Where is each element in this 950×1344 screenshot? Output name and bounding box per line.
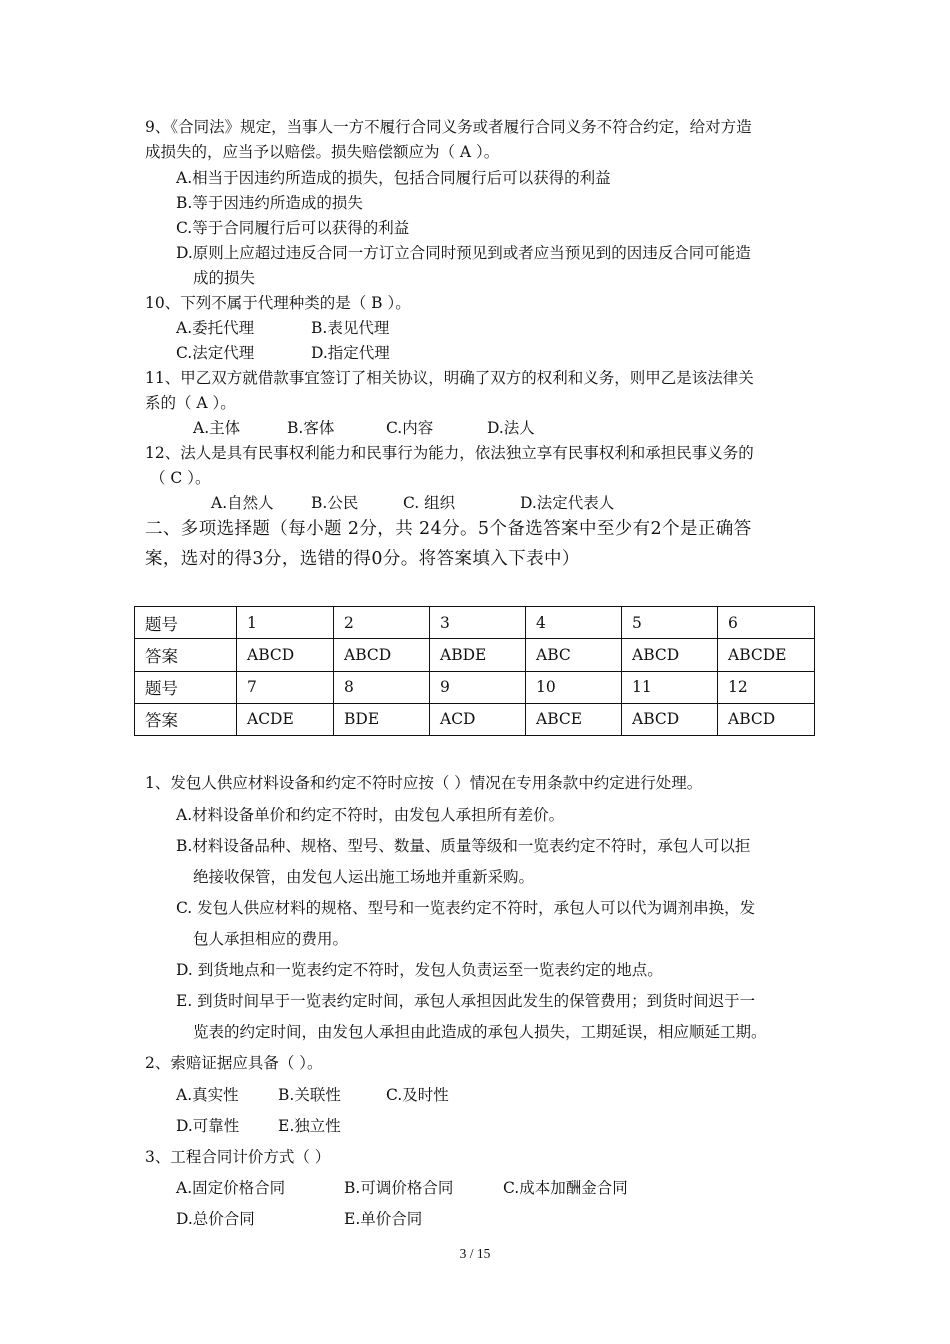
mc-question-3-option-e: E.单价合同 (344, 1210, 423, 1228)
mc-question-3-option-a: A.固定价格合同 (176, 1179, 286, 1197)
table-cell: ABC (526, 639, 622, 671)
question-9-option-d: D.原则上应超过违反合同一方订立合同时预见到或者应当预见到的因违反合同可能造 (176, 244, 751, 262)
table-cell: 12 (718, 671, 815, 703)
table-cell: 3 (430, 607, 526, 639)
mc-question-2-stem: 2、索赔证据应具备（ ）。 (145, 1054, 323, 1072)
table-cell: 9 (430, 671, 526, 703)
table-cell: ABCD (622, 703, 718, 735)
question-12-option-d: D.法定代表人 (520, 494, 615, 512)
table-cell: ABCD (718, 703, 815, 735)
mc-question-1-stem: 1、发包人供应材料设备和约定不符时应按（ ）情况在专用条款中约定进行处理。 (145, 774, 703, 792)
question-9-stem-line-2: 成损失的，应当予以赔偿。损失赔偿额应为（ A ）。 (145, 143, 500, 161)
mc-question-2-option-c: C.及时性 (386, 1086, 449, 1104)
mc-question-1-option-b: B.材料设备品种、规格、型号、数量、质量等级和一览表约定不符时，承包人可以拒 (176, 837, 751, 855)
question-11-option-b: B.客体 (287, 419, 335, 437)
mc-question-1-option-c-continued: 包人承担相应的费用。 (193, 930, 349, 948)
table-row-label: 答案 (135, 703, 237, 735)
table-cell: BDE (334, 703, 430, 735)
mc-question-1-option-e: E. 到货时间早于一览表约定时间，承包人承担因此发生的保管费用；到货时间迟于一 (176, 992, 756, 1010)
question-11-stem-line-1: 11、甲乙双方就借款事宜签订了相关协议，明确了双方的权利和义务，则甲乙是该法律关 (145, 369, 754, 387)
question-12-stem-line-2: （ C ）。 (150, 469, 211, 487)
table-cell: ABCD (334, 639, 430, 671)
question-10-stem: 10、下列不属于代理种类的是（ B ）。 (145, 294, 411, 312)
mc-question-3-option-c: C.成本加酬金合同 (503, 1179, 628, 1197)
table-cell: 1 (237, 607, 334, 639)
table-cell: 10 (526, 671, 622, 703)
table-cell: 5 (622, 607, 718, 639)
question-11-option-c: C.内容 (386, 419, 434, 437)
mc-question-1-option-d: D. 到货地点和一览表约定不符时，发包人负责运至一览表约定的地点。 (176, 961, 663, 979)
question-9-option-b: B.等于因违约所造成的损失 (176, 194, 363, 212)
table-cell: ABDE (430, 639, 526, 671)
table-cell: ABCE (526, 703, 622, 735)
question-9-option-d-continued: 成的损失 (193, 269, 256, 287)
table-cell: 7 (237, 671, 334, 703)
question-11-option-a: A.主体 (193, 419, 241, 437)
table-row-label: 题号 (135, 607, 237, 639)
table-cell: 4 (526, 607, 622, 639)
table-cell: ABCD (622, 639, 718, 671)
question-11-option-d: D.法人 (487, 419, 535, 437)
table-cell: ACD (430, 703, 526, 735)
table-row (135, 607, 815, 639)
table-row-label: 题号 (135, 671, 237, 703)
mc-question-2-option-e: E.独立性 (278, 1117, 341, 1135)
answer-table (134, 606, 815, 736)
mc-question-1-option-c: C. 发包人供应材料的规格、型号和一览表约定不符时，承包人可以代为调剂串换，发 (176, 899, 756, 917)
table-row-label: 答案 (135, 639, 237, 671)
question-10-option-c: C.法定代理 (176, 344, 255, 362)
question-11-stem-line-2: 系的（ A ）。 (145, 394, 236, 412)
mc-question-2-option-a: A.真实性 (176, 1086, 239, 1104)
table-cell: 2 (334, 607, 430, 639)
mc-question-1-option-e-continued: 览表的约定时间，由发包人承担由此造成的承包人损失，工期延误，相应顺延工期。 (193, 1023, 767, 1041)
table-row (135, 703, 815, 735)
question-12-option-a: A.自然人 (211, 494, 274, 512)
table-cell: ABCDE (718, 639, 815, 671)
question-9-option-a: A.相当于因违约所造成的损失，包括合同履行后可以获得的利益 (176, 169, 611, 187)
table-row (135, 639, 815, 671)
mc-question-3-option-d: D.总价合同 (176, 1210, 255, 1228)
table-row (135, 671, 815, 703)
question-12-stem-line-1: 12、法人是具有民事权利能力和民事行为能力，依法独立享有民事权利和承担民事义务的 (145, 444, 754, 462)
table-cell: 6 (718, 607, 815, 639)
question-10-option-b: B.表见代理 (311, 319, 390, 337)
question-12-option-c: C. 组织 (403, 494, 456, 512)
mc-question-2-option-d: D.可靠性 (176, 1117, 240, 1135)
table-cell: ABCD (237, 639, 334, 671)
table-cell: 8 (334, 671, 430, 703)
mc-question-1-option-a: A.材料设备单价和约定不符时，由发包人承担所有差价。 (176, 806, 565, 824)
section-heading-line-1: 二、多项选择题（每小题 2分，共 24分。5个备选答案中至少有2个是正确答 (145, 519, 752, 539)
section-heading-line-2: 案，选对的得3分，选错的得0分。将答案填入下表中） (145, 549, 580, 569)
mc-question-1-option-b-continued: 绝接收保管，由发包人运出施工场地并重新采购。 (193, 868, 535, 886)
question-12-option-b: B.公民 (311, 494, 359, 512)
question-9-stem-line-1: 9、《合同法》规定，当事人一方不履行合同义务或者履行合同义务不符合约定，给对方造 (145, 118, 752, 136)
mc-question-3-option-b: B.可调价格合同 (344, 1179, 454, 1197)
question-10-option-a: A.委托代理 (176, 319, 255, 337)
mc-question-3-stem: 3、工程合同计价方式（ ） (145, 1148, 331, 1166)
question-9-option-c: C.等于合同履行后可以获得的利益 (176, 219, 410, 237)
mc-question-2-option-b: B.关联性 (278, 1086, 341, 1104)
page-number: 3 / 15 (459, 1246, 491, 1261)
table-cell: ACDE (237, 703, 334, 735)
question-10-option-d: D.指定代理 (311, 344, 390, 362)
table-cell: 11 (622, 671, 718, 703)
